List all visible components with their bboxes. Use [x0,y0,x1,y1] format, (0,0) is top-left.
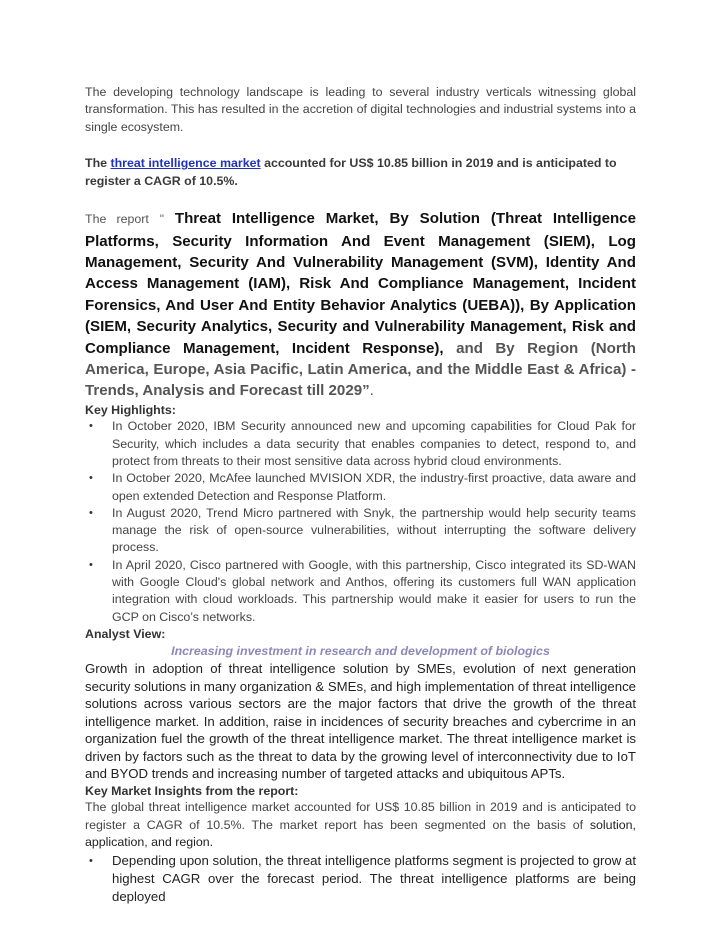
list-item-text: Depending upon solution, the threat intelligence platforms segment is projected to grow at highest CAGR over the forecast period. The threat intelligence platforms are being deployed [112,852,636,904]
report-lead: The report [85,212,149,227]
bullet-icon: • [89,472,93,485]
stat-suffix: accounted for US$ 10.85 billion in 2019 and is anticipated to register a CAGR of 10.5%. [85,156,617,189]
bullet-icon: • [89,558,93,571]
key-market-insights-list [85,852,636,906]
bullet-icon: • [89,854,93,867]
key-market-insights-heading: Key Market Insights from the report: [85,783,299,798]
list-item-text: In October 2020, McAfee launched MVISION XDR, the industry-first proactive, data aware and open extended Detection and Response Platform. [112,471,636,503]
list-item [85,852,636,906]
analyst-view-body: Growth in adoption of threat intelligence solution by SMEs, evolution of next generation security solutions in many organization & SMEs, and high implementation of threat intelligence solutions across various sectors are the major factors that drive the growth of the threat intelligence market. In addition, raise in incidences of security breaches and cybercrime in an organization fuel the growth of the threat intelligence market. The threat intelligence market is driven by factors such as the threat to data by the growing level of interconnectivity due to IoT and BYOD trends and increasing number of targeted attacks and ubiquitous APTs. [85,661,636,782]
report-quote-open: " [159,212,164,227]
key-market-insights-body [85,799,636,852]
report-title-paragraph [85,208,636,402]
report-region: and By Region (North America, Europe, Asia Pacific, Latin America, and the Middle East & Africa) - Trends, Analysis and Forecast till 2029” [85,339,636,400]
list-item [85,505,636,557]
stat-prefix: The [85,156,108,171]
key-highlights-list [85,418,636,626]
bullet-icon: • [89,420,93,433]
analyst-view-heading: Analyst View: [85,626,166,641]
list-item-text: In October 2020, IBM Security announced new and upcoming capabilities for Cloud Pak for Security, which includes a data security that enables companies to detect, respond to, and protect from threats to their most sensitive data across hybrid cloud environments. [112,419,636,468]
list-item [85,418,636,470]
list-item [85,470,636,505]
document-page [85,84,636,906]
market-stat-paragraph [85,154,636,190]
list-item-text: In August 2020, Trend Micro partnered with Snyk, the partnership would help security teams manage the risk of open-source vulnerabilities, without interrupting the software delivery process. [112,505,636,555]
bullet-icon: • [89,506,93,519]
key-highlights-heading: Key Highlights: [85,402,176,417]
analyst-view-subtitle: Increasing investment in research and development of biologics [171,644,550,659]
list-item [85,557,636,626]
report-title: Threat Intelligence Market, By Solution (Threat Intelligence Platforms, Security Information And Event Management (SIEM), Log Management, Security And Vulnerability Management (SVM), Identity And Access Management (IAM), Risk And Compliance Management, Incident Forensics, And User And Entity Behavior Analytics (UEBA)), By Application (SIEM, Security Analytics, Security and Vulnerability Management, Risk and Compliance Management, Incident Response), [85,210,636,357]
report-end: . [369,382,374,400]
intro-paragraph: The developing technology landscape is leading to several industry verticals witnessing global transformation. This has resulted in the accretion of digital technologies and industrial systems into a single ecosystem. [85,85,636,134]
insights-body-text: The global threat intelligence market accounted for US$ 10.85 billion in 2019 and is anticipated to register a CAGR of 10.5%. The market report has been segmented on the basis of [85,800,636,832]
threat-intelligence-market-link[interactable]: threat intelligence market [110,156,261,171]
list-item-text: In April 2020, Cisco partnered with Google, with this partnership, Cisco integrated its SD-WAN with Google Cloud's global network and Anthos, offering its customers full WAN application integration with cloud workloads. This partnership would make it easier for users to run the GCP on Cisco’s networks. [112,557,636,624]
insights-body-tail: solution, application, and region. [85,817,636,850]
